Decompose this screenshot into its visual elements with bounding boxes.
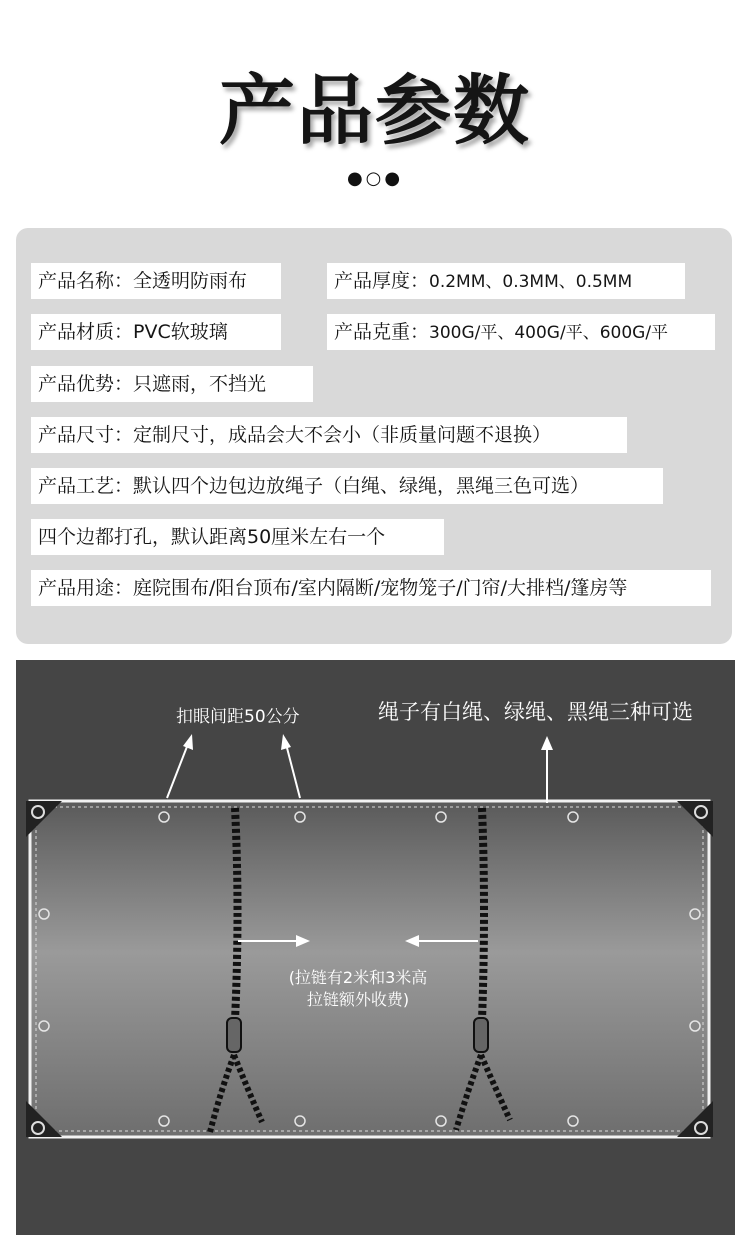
zipper-slider-icon [474, 1018, 488, 1052]
param-value: 定制尺寸，成品会大不会小（非质量问题不退换） [133, 424, 552, 446]
param-label: 产品克重： [334, 321, 430, 343]
page-title: 产品参数 [219, 66, 531, 155]
zipper-note [278, 967, 438, 1011]
param-weight [327, 314, 715, 350]
param-thickness [327, 263, 685, 299]
arrow-icon [281, 734, 291, 750]
param-label: 产品名称： [38, 270, 134, 292]
param-label: 产品优势： [38, 373, 134, 395]
param-value: 庭院围布/阳台顶布/室内隔断/宠物笼子/门帘/大排档/篷房等 [133, 577, 628, 599]
zipper-slider-icon [227, 1018, 241, 1052]
arrow-icon [541, 736, 553, 750]
param-material [31, 314, 281, 350]
param-label: 产品用途： [38, 577, 134, 599]
tarp-illustration [16, 660, 735, 1235]
param-value: PVC软玻璃 [133, 321, 228, 343]
grommet-spacing-label: 扣眼间距50公分 [176, 707, 300, 727]
param-value: 0.2MM、0.3MM、0.5MM [429, 272, 633, 292]
params-panel [16, 228, 732, 644]
zipper-note-line: (拉链有2米和3米高 [288, 968, 428, 987]
param-value: 四个边都打孔，默认距离50厘米左右一个 [38, 526, 386, 548]
param-holes [31, 519, 444, 555]
param-label: 产品材质： [38, 321, 134, 343]
param-label: 产品工艺： [38, 475, 134, 497]
param-advantage [31, 366, 313, 402]
zipper-note-line: 拉链额外收费) [306, 990, 410, 1009]
param-label: 产品尺寸： [38, 424, 134, 446]
tarp-diagram [16, 660, 735, 1235]
param-usage [31, 570, 711, 606]
param-value: 只遮雨，不挡光 [133, 373, 267, 395]
param-value: 300G/平、400G/平、600G/平 [429, 323, 669, 343]
arrow-icon [183, 734, 193, 750]
param-value: 默认四个边包边放绳子（白绳、绿绳，黑绳三色可选） [133, 475, 590, 497]
param-value: 全透明防雨布 [133, 270, 248, 292]
param-craft [31, 468, 663, 504]
arrow-icon [167, 744, 188, 798]
param-name [31, 263, 281, 299]
carousel-dots: ●○● [346, 168, 404, 189]
param-label: 产品厚度： [334, 270, 430, 292]
rope-options-label: 绳子有白绳、绿绳、黑绳三种可选 [378, 700, 693, 724]
param-size [31, 417, 627, 453]
arrow-icon [286, 744, 300, 798]
